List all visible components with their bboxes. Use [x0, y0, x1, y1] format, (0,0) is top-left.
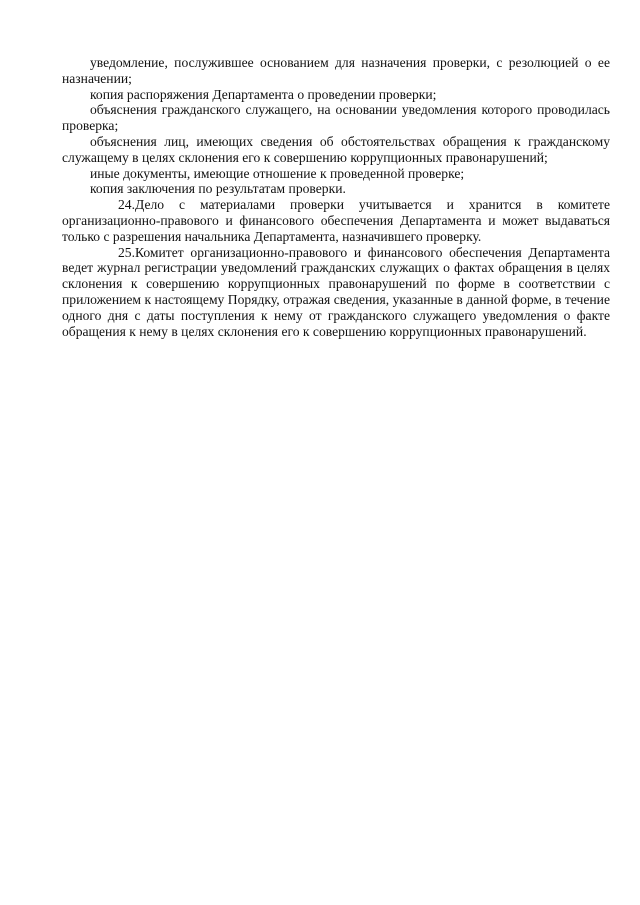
paragraph-text: уведомление, послужившее основанием для назначения проверки, с резолюцией о ее назначении; — [62, 55, 610, 86]
paragraph-text: объяснения гражданского служащего, на основании уведомления которого проводилась проверка; — [62, 102, 610, 134]
item-number: 24. — [118, 197, 135, 213]
paragraph-other-documents — [62, 166, 610, 182]
paragraph-employee-explanations — [62, 102, 610, 134]
paragraph-item-24 — [62, 197, 610, 244]
paragraph-text: копия распоряжения Департамента о проведении проверки; — [90, 86, 437, 102]
paragraph-order-copy — [62, 87, 610, 103]
paragraph-text: копия заключения по результатам проверки. — [90, 181, 346, 197]
item-number: 25. — [118, 244, 135, 260]
paragraph-text: иные документы, имеющие отношение к проведенной проверке; — [90, 165, 465, 181]
paragraph-item-25 — [62, 245, 610, 340]
paragraph-text: Дело с материалами проверки учитывается и хранится в комитете организационно-правового и финансового обеспечения Департамента и может выдаваться только с разрешения начальника Департамента, назначившего проверку. — [62, 197, 610, 244]
paragraph-witness-explanations — [62, 134, 610, 166]
paragraph-text: объяснения лиц, имеющих сведения об обстоятельствах обращения к гражданскому служащему в целях склонения его к совершению коррупционных правонарушений; — [62, 133, 610, 165]
paragraph-text: Комитет организационно-правового и финансового обеспечения Департамента ведет журнал регистрации уведомлений гражданских служащих о фактах обращения в целях склонения к совершению коррупционных правонарушений по форме в соответствии с приложением к настоящему Порядку, отражая сведения, указанные в данной форме, в течение одного дня с даты поступления к нему от гражданского служащего уведомления о факте обращения к нему в целях склонения его к совершению коррупционных правонарушений. — [62, 244, 610, 339]
document-page — [62, 55, 610, 339]
paragraph-conclusion-copy — [62, 181, 610, 197]
paragraph-notice-with-resolution — [62, 55, 610, 87]
